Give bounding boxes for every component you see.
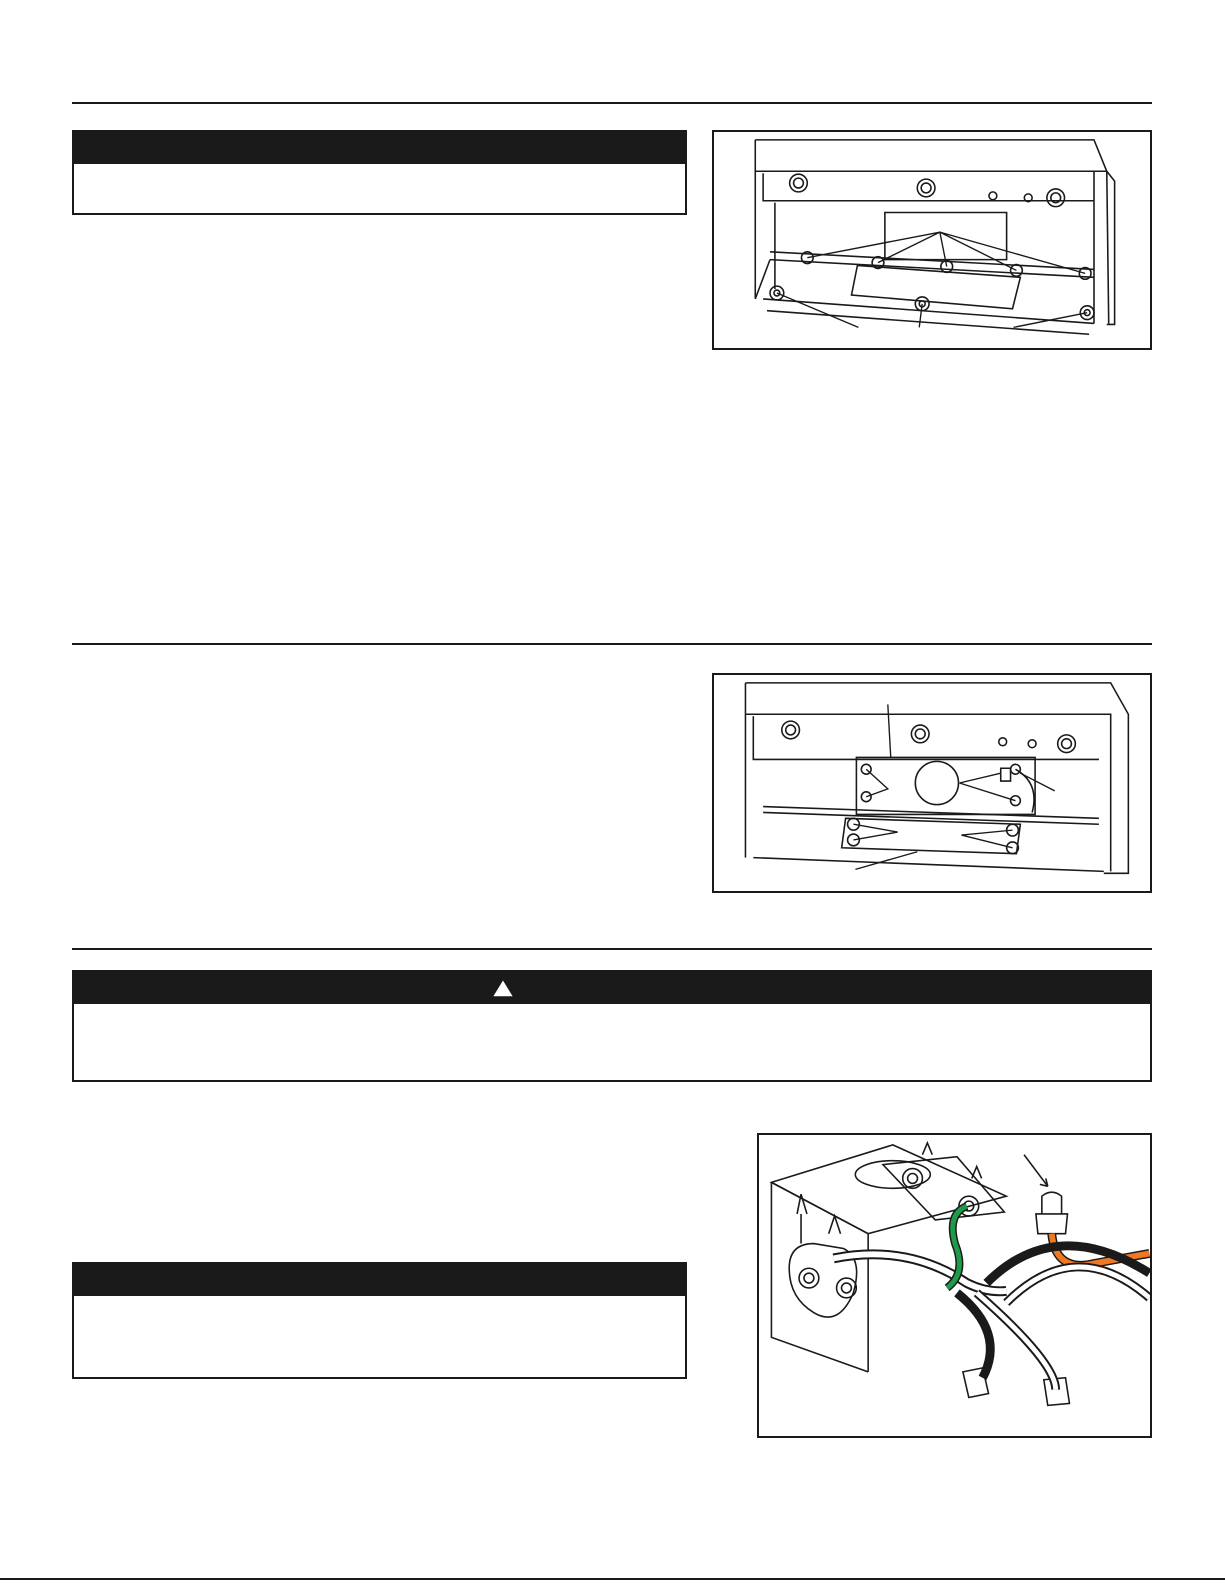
- hood-motor-plate-illustration: [714, 675, 1150, 891]
- page-footer-rule: [0, 1578, 1225, 1580]
- section-divider-top: [72, 102, 1152, 104]
- figure-wiring-connection: [757, 1133, 1152, 1438]
- section-divider-middle: [72, 643, 1152, 645]
- notice-box-bottom: [72, 1262, 687, 1379]
- figure-hood-screws: [712, 130, 1152, 350]
- warning-triangle-icon: [490, 977, 516, 999]
- warning-box: [72, 970, 1152, 1082]
- figure-hood-motor-plate: [712, 673, 1152, 893]
- notice-box-top: [72, 130, 687, 215]
- wiring-illustration: [759, 1135, 1150, 1436]
- warning-box-header: [74, 972, 1150, 1004]
- section-divider-lower: [72, 948, 1152, 950]
- notice-box-bottom-header: [74, 1264, 685, 1296]
- hood-screws-illustration: [714, 132, 1150, 348]
- notice-box-top-header: [74, 132, 685, 164]
